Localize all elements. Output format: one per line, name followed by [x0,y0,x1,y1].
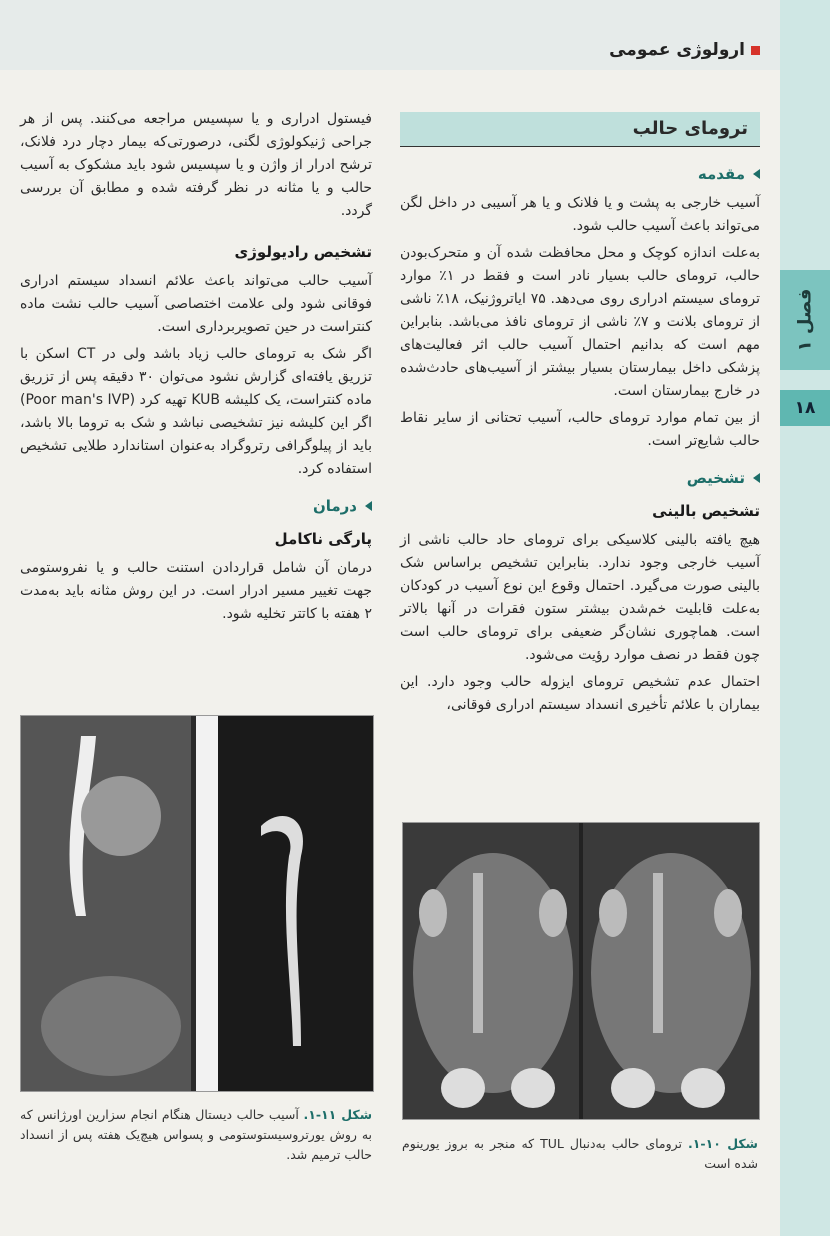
left-top-paragraph: فیستول ادراری و یا سپسیس مراجعه می‌کنند. پس از هر جراحی ژنیکولوژی لگنی، درصورتی‌که بیمار دچار درد فلانک، ترشح ادرار از واژن و یا سپسیس شود باید مشکوک به آسیب حالب و یا مثانه در نظر گرفته شده و مطابق آن بررسی گردد. [20,111,372,219]
xray-image [21,716,373,1091]
diagnosis-heading: تشخیص [400,467,760,490]
running-header [609,40,760,60]
triangle-icon [753,473,760,483]
clinical-heading: تشخیص بالینی [652,502,760,520]
section-title: ترومای حالب [400,112,760,147]
header-square-icon [751,46,760,55]
header-title: ارولوژی عمومی [609,40,745,60]
intro-paragraph: از بین تمام موارد ترومای حالب، آسیب تحتانی از سایر نقاط حالب شایع‌تر است. [400,410,760,449]
ct-scan-image [403,823,759,1119]
radiology-paragraph: اگر شک به ترومای حالب زیاد باشد ولی در CT اسکن با تزریق یافته‌ای گزارش نشود می‌توان ۳۰ دقیقه پس از تزریق ماده کنتراست، یک کلیشه KUB تهیه کرد (Poor man's IVP) اگر این کلیشه نیز تشخیصی نباشد و شک به تروما بالا باشد، باید از پیلوگرافی رتروگراد به‌عنوان استاندارد طلایی تشخیص استفاده کرد. [20,346,373,477]
partial-rupture-heading: پارگی ناکامل [274,530,372,548]
figure-caption-xray: شکل ۱۱-۱. آسیب حالب دیستال هنگام انجام سزارین اورژانس که به روش یورتروسیستوستومی و پسواس هیچ‌یک هفته پس از انسداد حالب ترمیم شد. [20,1107,372,1162]
treatment-heading: درمان [20,495,372,518]
intro-paragraph: به‌علت اندازه کوچک و محل محافظت شده آن و متحرک‌بودن حالب، ترومای حالب بسیار نادر است و فقط در ۱٪ موارد ترومای سیستم ادراری روی می‌دهد. ۷۵ ایاتروژنیک، ۱۸٪ ناشی از ترومای بلانت و ۷٪ ناشی از ترومای نافذ می‌باشد. بنابراین مهم است که بدانیم احتمال آسیب حالب اثر فعالیت‌های پزشکی داخل بیمارستان بسیار بیشتر از آسیب‌های حادث‌شده در خارج بیمارستان است. [400,245,761,399]
page-number: ۱۸ [780,390,830,426]
triangle-icon [753,169,760,179]
left-column [20,108,372,630]
chapter-label: فصل ۱ [794,288,816,352]
clinical-paragraph: هیچ یافته بالینی کلاسیکی برای ترومای حاد حالب ناشی از آسیب خارجی وجود ندارد. بنابراین تشخیص براساس شک بالینی صورت می‌گیرد. احتمال وقوع این نوع آسیب در کودکان به‌علت قابلیت خم‌شدن بیشتر ستون فقرات در آنها بالاتر است. هماچوری نشان‌گر ضعیفی برای ترومای حالب است چون فقط در نصف موارد رؤیت می‌شود. [400,532,760,663]
intro-paragraph: آسیب خارجی به پشت و یا فلانک و یا هر آسیبی در داخل لگن می‌تواند باعث آسیب حالب شود. [400,195,760,234]
radiology-paragraph: آسیب حالب می‌تواند باعث علائم انسداد سیستم ادراری فوقانی شود ولی علامت اختصاصی آسیب حالب نشت ماده کنتراست در حین تصویربرداری است. [20,273,372,335]
side-tab-strip [780,0,830,1236]
radiology-heading: تشخیص رادیولوژی [234,243,372,261]
chapter-tab [780,270,830,370]
figure-caption-ct: شکل ۱۰-۱. ترومای حالب به‌دنبال TUL که منجر به بروز یورینوم شده است [402,1136,758,1171]
right-column [400,112,760,721]
xray-figure [20,715,374,1092]
triangle-icon [365,501,372,511]
treatment-paragraph: درمان آن شامل قراردادن استنت حالب و یا نفروستومی جهت تغییر مسیر ادرار است. در این روش مثانه باید به‌مدت ۲ هفته با کاتتر تخلیه شود. [20,560,372,622]
intro-heading: مقدمه [400,163,760,186]
ct-scan-figure [402,822,760,1120]
clinical-paragraph: احتمال عدم تشخیص ترومای ایزوله حالب وجود دارد. این بیماران با علائم تأخیری انسداد سیستم ادراری فوقانی، [400,674,760,713]
